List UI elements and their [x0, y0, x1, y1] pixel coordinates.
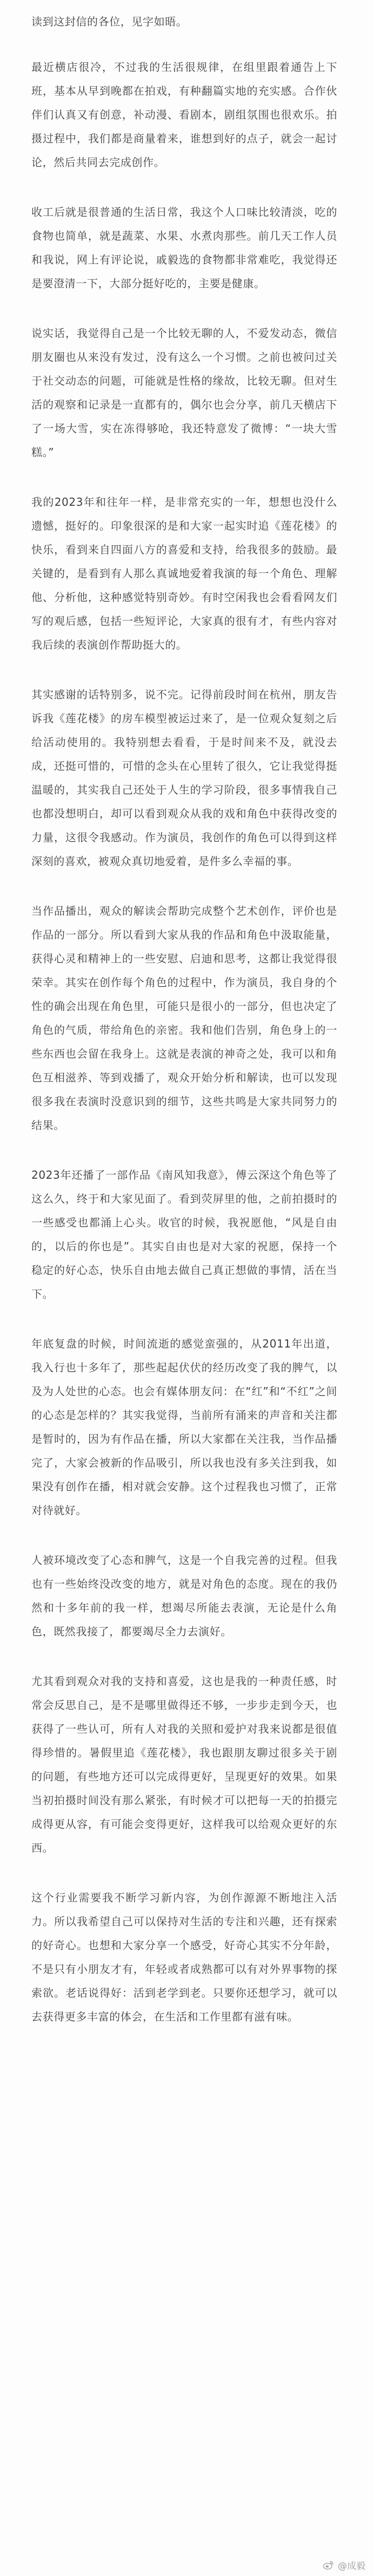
watermark-handle: @成毅 [338, 2561, 365, 2572]
paragraph: 人被环境改变了心态和脾气，这是一个自我完善的过程。但我也有一些始终没改变的地方，就是对角色的态度。现在的我仍然和十多年前的我一样，想竭尽所能去表演，无论是什么角色，既然我接了，都要竭尽全力去演好。 [31, 1554, 337, 1638]
paragraph: 其实感谢的话特别多，说不完。记得前段时间在杭州，朋友告诉我《莲花楼》的房车模型被运过来了，是一位观众复刻之后给活动使用的。我特别想去看看，于是时间来不及，就没去成，还挺可惜的，可惜的念头在心里转了很久，它让我觉得挺温暖的，其实我自己还处于人生的学习阶段，很多事情我自己也都没想明白，却可以看到观众从我的戏和角色中获得改变的力量，这很令我感动。作为演员，我创作的角色可以得到这样深刻的喜欢，被观众真切地爱着，是件多么幸福的事。 [31, 688, 337, 868]
article-body [31, 10, 337, 2055]
paragraph-greeting: 读到这封信的各位，见字如晤。 [31, 15, 188, 28]
weibo-logo-icon [323, 2559, 335, 2571]
paragraph: 最近横店很冷，不过我的生活很规律，在组里跟着通告上下班，基本从早到晚都在拍戏，有种翻篇实地的充实感。合作伙伴们认真又有创意，补动漫、看剧本，剧组氛围也很欢乐。拍摄过程中，我们都是商量着来，谁想到好的点子，就会一起讨论，然后共同去完成创作。 [31, 61, 337, 169]
paragraph: 当作品播出，观众的解读会帮助完成整个艺术创作，评价也是作品的一部分。所以看到大家从我的作品和角色中汲取能量，获得心灵和精神上的一些安慰、启迪和思考，这都让我觉得很荣幸。其实在创作每个角色的过程中，作为演员，我自身的个性的确会出现在角色里，可能只是很小的一部分，但也决定了角色的气质，带给角色的亲密。我和他们告别，角色身上的一些东西也会留在我身上。这就是表演的神奇之处，我可以和角色互相滋养、等到戏播了，观众开始分析和解读，也可以发现很多我在表演时没意识到的细节，这些共鸣是大家共同努力的结果。 [31, 904, 337, 1132]
weibo-watermark [323, 2558, 365, 2572]
paragraph: 我的2023年和往年一样，是非常充实的一年，想想也没什么遗憾，挺好的。印象很深的是和大家一起实时追《莲花楼》的快乐，看到来自四面八方的喜爱和支持，给我很多的鼓励。最关键的，是看到有人那么真诚地爱着我演的每一个角色、理解他、分析他，这种感觉特别奇妙。有时空闲我也会看看网友们写的观后感，包括一些短评论，大家真的很有才，有些内容对我后续的表演创作帮助挺大的。 [31, 496, 337, 651]
paragraph: 收工后就是很普通的生活日常，我这个人口味比较清淡，吃的食物也简单，就是蔬菜、水果、水煮肉那些。前几天工作人员和我说，网上有评论说，戚毅选的食物都非常难吃，我觉得还是要澄清一下，大部分挺好吃的，主要是健康。 [31, 206, 337, 290]
paragraph: 年底复盘的时候，时间流逝的感觉蛮强的，从2011年出道，我入行也十多年了，那些起起伏伏的经历改变了我的脾气，以及为人处世的心态。也会有媒体朋友问：在“红”和“不红”之间的心态是怎样的？其实我觉得，当前所有涌来的声音和关注都是暂时的，因为有作品在播，所以大家都在关注我，当作品播完了，大家会被新的作品吸引，所以我也没有多关注到我，如果没有创作在播，相对就会安静。这个过程我也习惯了，正常对待就好。 [31, 1337, 337, 1517]
paragraph: 这个行业需要我不断学习新内容，为创作源源不断地注入活力。所以我希望自己可以保持对生活的专注和兴趣，还有探索的好奇心。也想和大家分享一个感受，好奇心其实不分年龄，不是只有小朋友才有，年轻或者成熟都可以有对外界事物的探索欲。老话说得好：活到老学到老。只要你还想学习，就可以去获得更多丰富的体会，在生活和工作里都有滋有味。 [31, 1891, 337, 2023]
paragraph: 2023年还播了一部作品《南风知我意》，傅云深这个角色等了这么久，终于和大家见面了。看到荧屏里的他，之前拍摄时的一些感受也都涌上心头。收官的时候，我祝愿他，“风是自由的，以后的你也是”。其实自由也是对大家的祝愿，保持一个稳定的好心态，快乐自由地去做自己真正想做的事情，活在当下。 [31, 1168, 337, 1300]
paragraph: 尤其看到观众对我的支持和喜爱，这也是我的一种责任感，时常会反思自己，是不是哪里做得还不够，一步步走到今天，也获得了一些认可，所有人对我的关照和爱护对我来说都是很值得珍惜的。暑假里追《莲花楼》，我也跟朋友聊过很多关于剧的问题，有些地方还可以完成得更好，呈现更好的效果。如果当初拍摄时间没有那么紧张，有时候才可以把每一天的拍摄完成得更从容，有可能会变得更好，这样我可以给观众更好的东西。 [31, 1675, 337, 1854]
paragraph: 说实话，我觉得自己是一个比较无聊的人，不爱发动态，微信朋友圈也从来没有发过，没有这么一个习惯。之前也被问过关于社交动态的问题，可能就是性格的缘故，比较无聊。但对生活的观察和记录是一直都有的，偶尔也会分享，前几天横店下了一场大雪，实在冻得够呛，我还特意发了微博：“一块大雪糕。” [31, 327, 337, 459]
